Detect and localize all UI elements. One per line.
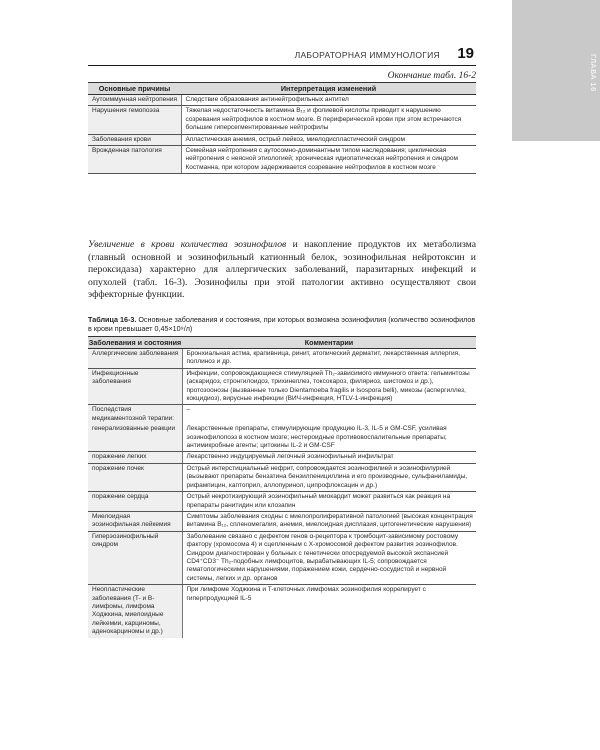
col-header-interpretation: Интерпретация изменений: [181, 83, 476, 95]
running-title: ЛАБОРАТОРНАЯ ИММУНОЛОГИЯ: [294, 50, 440, 60]
comment-cell: При лимфоме Ходжкина и T-клеточных лимфомах эозинофилия коррелирует с гиперпродукцией IL-5: [182, 585, 476, 638]
table-row: [88, 585, 476, 638]
condition-cell: генерализованные реакции: [88, 424, 182, 452]
table-row: [88, 134, 476, 145]
comment-cell: Острый интерстициальный нефрит, сопровождается эозинофилией и эозинофилурией (вызывают препараты бензатина бензилпенициллина и его производные, сульфаниламиды, рифампицин, каптоприл, аллопуринол, ципрофлоксацин и др.): [182, 463, 476, 491]
comment-cell: Лекарственные препараты, стимулирующие продукцию IL-3, IL-5 и GM-CSF, усиливая эозинофилопоэз в костном мозге; нестероидные противовоспалительные препараты; антимикробные агенты; цитокины IL-2 и GM-CSF: [182, 424, 476, 452]
table-header-row: [88, 337, 476, 349]
table-row: [88, 452, 476, 463]
table-body: [88, 349, 476, 638]
table-16-3: [88, 336, 476, 638]
interpretation-cell: Семейная нейтропения с аутосомно-доминантным типом наследования; циклическая нейтропения с неясной этиологией; хроническая идиопатическая нейтропения и синдром Костманна, при котором задерживается созревание нейтрофилов в костном мозге: [181, 146, 476, 174]
condition-cell: Инфекционные заболевания: [88, 368, 182, 405]
chapter-side-tab: [512, 0, 600, 141]
table-16-2-end: [88, 82, 476, 174]
condition-cell: поражение легких: [88, 452, 182, 463]
condition-cell: Последствия медикаментозной терапии:: [88, 405, 182, 424]
table-row: [88, 368, 476, 405]
condition-cell: Аллергические заболевания: [88, 349, 182, 369]
paragraph-lead: Увеличение в крови количества эозинофилов: [88, 239, 287, 250]
comment-cell: –: [182, 405, 476, 424]
interpretation-cell: Апластическая анемия, острый лейкоз, миелодиспластический синдром: [181, 134, 476, 145]
col-header-comments: Комментарии: [182, 337, 476, 349]
paragraph-body: и накопление продуктов их метаболизма (главный основной и эозинофильный катионный белок, эозинофильная нейротоксин и пероксидаза) характерно для аллергических заболеваний, паразитарных инфекций и опухолей (табл. 16-3). Эозинофилы при этой патологии активно осуществляют свои эффекторные функции.: [88, 239, 476, 300]
comment-cell: Острый некротизирующий эозинофильный миокардит может развиться как реакция на препараты ранитидин или клозапин: [182, 492, 476, 512]
page-number: 19: [457, 45, 474, 62]
chapter-label: ГЛАВА 16: [589, 54, 598, 92]
table-continuation-note: Окончание табл. 16-2: [387, 71, 476, 81]
table-caption: [88, 315, 476, 333]
cause-cell: Нарушения гемопоэза: [88, 106, 181, 134]
caption-label: Таблица 16-3.: [88, 315, 137, 324]
condition-cell: поражение сердца: [88, 492, 182, 512]
cause-cell: Аутоиммунная нейтропения: [88, 95, 181, 106]
condition-cell: Неопластические заболевания (T- и B-лимфомы, лимфома Ходжкина, миелоидные лейкемии, карциномы, аденокарциномы и др.): [88, 585, 182, 638]
table-row: [88, 106, 476, 134]
table-row: [88, 531, 476, 584]
comment-cell: Инфекции, сопровождающиеся стимуляцией Th₂-зависимого иммунного ответа: гельминтозы (аскаридоз, стронгилоидоз, трихинеллез, токсокароз, филяриоз, шистомоз и др.), протозоонозы (вызванные только Dientamoeba fragilis и Isospora belli), микозы (аспергиллез, кокцидиоз), вирусные инфекции (ВИЧ-инфекция, HTLV-1-инфекция): [182, 368, 476, 405]
comment-cell: Лекарственно индуцируемый легочный эозинофильный инфильтрат: [182, 452, 476, 463]
interpretation-cell: Тяжелая недостаточность витамина B₁₂ и фолиевой кислоты приводит к нарушению созревания нейтрофилов в костном мозге. В периферической крови при этом встречаются большие гиперсегментированные нейтрофилы: [181, 106, 476, 134]
condition-cell: поражение почек: [88, 463, 182, 491]
running-header: [88, 46, 476, 66]
table-row: [88, 405, 476, 424]
condition-cell: Миелоидная эозинофильная лейкемия: [88, 511, 182, 531]
table-row: [88, 463, 476, 491]
comment-cell: Симптомы заболевания сходны с миелопролиферативной патологией (высокая концентрация витамина B₁₂, спленомегалия, анемия, миелоидная дисплазия, цитогенетические нарушения): [182, 511, 476, 531]
body-paragraph: [88, 239, 476, 302]
col-header-causes: Основные причины: [88, 83, 181, 95]
comment-cell: Бронхиальная астма, крапивница, ринит, атопический дерматит, лекарственная аллергия, поллиноз и др.: [182, 349, 476, 369]
table-header-row: [88, 83, 476, 95]
interpretation-cell: Следствие образования антинейтрофильных антител: [181, 95, 476, 106]
table-row: [88, 349, 476, 369]
col-header-conditions: Заболевания и состояния: [88, 338, 182, 347]
table-row: [88, 424, 476, 452]
caption-text: Основные заболевания и состояния, при которых возможна эозинофилия (количество эозинофилов в крови превышает 0,45×10⁹/л): [88, 315, 476, 333]
condition-cell: Гиперэозинофильный синдром: [88, 531, 182, 584]
table-row: [88, 95, 476, 106]
comment-cell: Заболевание связано с дефектом генов α-рецептора к тромбоцит-зависимому ростовому фактору (хромосома 4) и сцепленным с X-хромосомой дефектом развития эозинофилов. Синдром диагностирован у больных с генетически опосредуемой высокой экспансией CD4⁺CD3⁻ Th₂-подобных лимфоцитов, вырабатывающих IL-5; сопровождается гематологическими нарушениями, поражением кожи, сердечно-сосудистой и нервной системы, легких и др. органов: [182, 531, 476, 584]
table-row: [88, 146, 476, 174]
table-row: [88, 511, 476, 531]
cause-cell: Заболевания крови: [88, 134, 181, 145]
table-row: [88, 492, 476, 512]
cause-cell: Врожденная патология: [88, 146, 181, 174]
